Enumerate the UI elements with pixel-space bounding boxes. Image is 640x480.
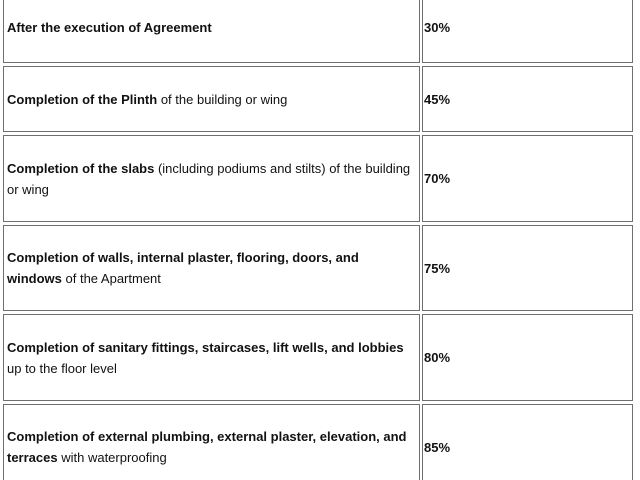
percentage-value: 75% [424, 260, 451, 276]
table-row [3, 66, 633, 132]
percentage-cell [422, 225, 633, 311]
milestone-rest: (including podiums and stilts) of the building or wing [7, 160, 411, 197]
milestone-text [7, 17, 212, 38]
percentage-value: 30% [424, 20, 451, 35]
percentage-cell [422, 135, 633, 222]
milestone-rest: of the Apartment [61, 271, 161, 286]
table-row [3, 404, 633, 480]
table-row [3, 135, 633, 222]
percentage-value: 80% [424, 350, 451, 365]
percentage-cell [422, 314, 633, 401]
milestone-cell [3, 135, 420, 222]
milestone-bold: Completion of the slabs [7, 160, 155, 176]
milestone-rest: up to the floor level [7, 360, 117, 376]
percentage-cell [422, 66, 633, 132]
milestone-bold: Completion of walls, internal plaster, flooring, doors, and windows [7, 250, 359, 286]
milestone-text [7, 426, 413, 468]
milestone-cell [3, 314, 420, 401]
milestone-cell [3, 0, 420, 63]
percentage-value: 85% [424, 439, 451, 455]
milestone-bold: Completion of external plumbing, external plaster, elevation, and terraces [7, 429, 407, 465]
percentage-value: 45% [424, 91, 451, 107]
percentage-cell [422, 0, 633, 63]
milestone-text [7, 337, 413, 379]
milestone-text [7, 89, 287, 110]
table-row [3, 314, 633, 401]
percentage-value: 70% [424, 171, 451, 186]
percentage-cell [422, 404, 633, 480]
table-row [3, 225, 633, 311]
milestone-rest: of the building or wing [157, 91, 288, 107]
milestone-bold: Completion of the Plinth [7, 91, 158, 107]
milestone-cell [3, 66, 420, 132]
milestone-rest: with waterproofing [57, 450, 167, 465]
table-row [3, 0, 633, 63]
milestone-cell [3, 225, 420, 311]
milestone-bold: Completion of sanitary fittings, staircases, lift wells, and lobbies [7, 339, 404, 355]
milestone-cell [3, 404, 420, 480]
milestone-bold: After the execution of Agreement [7, 20, 212, 35]
milestone-text [7, 158, 413, 200]
milestone-text [7, 247, 413, 289]
